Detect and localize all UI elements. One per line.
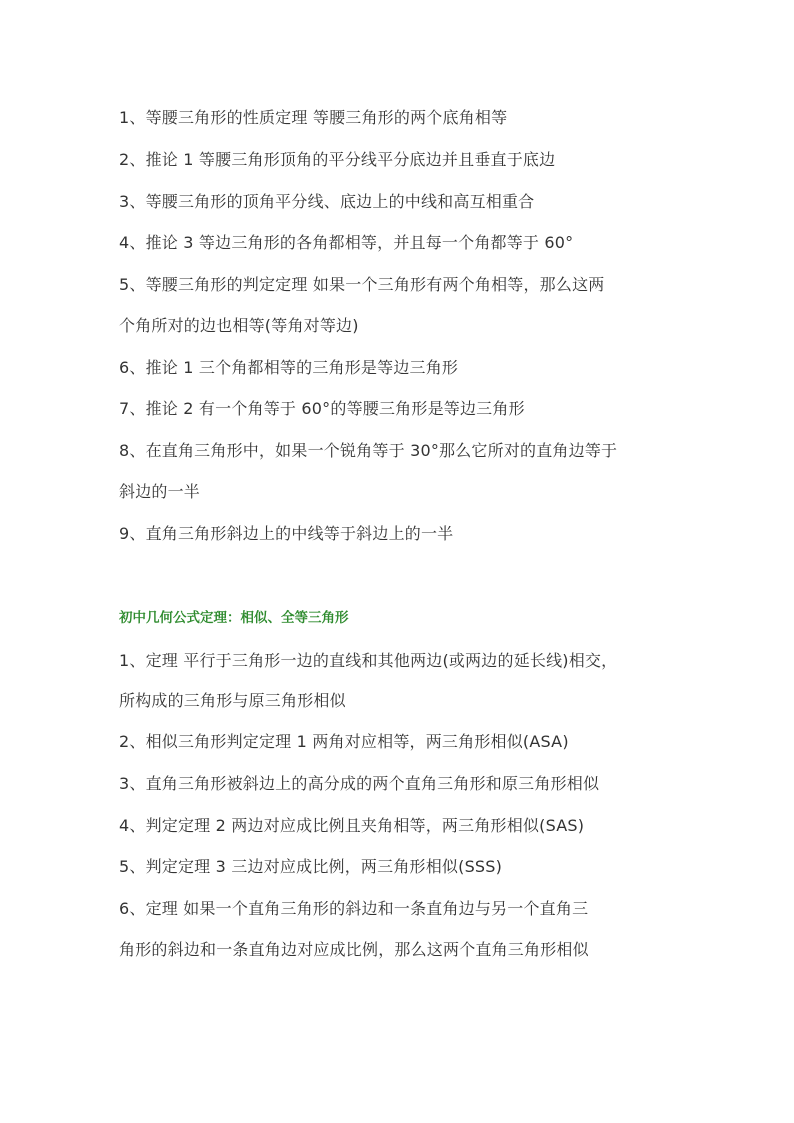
text-line: 斜边的一半 [119, 482, 201, 501]
text-line: 3、等腰三角形的顶角平分线、底边上的中线和高互相重合 [119, 192, 535, 211]
text-line: 5、判定定理 3 三边对应成比例，两三角形相似(SSS) [119, 857, 503, 876]
text-line: 7、推论 2 有一个角等于 60°的等腰三角形是等边三角形 [119, 399, 525, 418]
text-line: 所构成的三角形与原三角形相似 [119, 691, 346, 710]
text-line: 1、等腰三角形的性质定理 等腰三角形的两个底角相等 [119, 108, 508, 127]
text-line: 2、相似三角形判定定理 1 两角对应相等，两三角形相似(ASA) [119, 732, 569, 751]
text-line: 角形的斜边和一条直角边对应成比例，那么这两个直角三角形相似 [119, 940, 589, 959]
text-line: 8、在直角三角形中，如果一个锐角等于 30°那么它所对的直角边等于 [119, 441, 618, 460]
text-line: 9、直角三角形斜边上的中线等于斜边上的一半 [119, 524, 454, 543]
text-line: 3、直角三角形被斜边上的高分成的两个直角三角形和原三角形相似 [119, 774, 600, 793]
text-line: 6、定理 如果一个直角三角形的斜边和一条直角边与另一个直角三 [119, 899, 589, 918]
text-line: 5、等腰三角形的判定定理 如果一个三角形有两个角相等，那么这两 [119, 275, 605, 294]
text-line: 4、推论 3 等边三角形的各角都相等，并且每一个角都等于 60° [119, 233, 574, 252]
text-line: 4、判定定理 2 两边对应成比例且夹角相等，两三角形相似(SAS) [119, 816, 585, 835]
text-line: 2、推论 1 等腰三角形顶角的平分线平分底边并且垂直于底边 [119, 150, 556, 169]
text-line: 个角所对的边也相等(等角对等边) [119, 316, 359, 335]
text-line: 1、定理 平行于三角形一边的直线和其他两边(或两边的延长线)相交， [119, 651, 618, 670]
section-heading: 初中几何公式定理：相似、全等三角形 [119, 610, 349, 626]
text-line: 6、推论 1 三个角都相等的三角形是等边三角形 [119, 358, 459, 377]
